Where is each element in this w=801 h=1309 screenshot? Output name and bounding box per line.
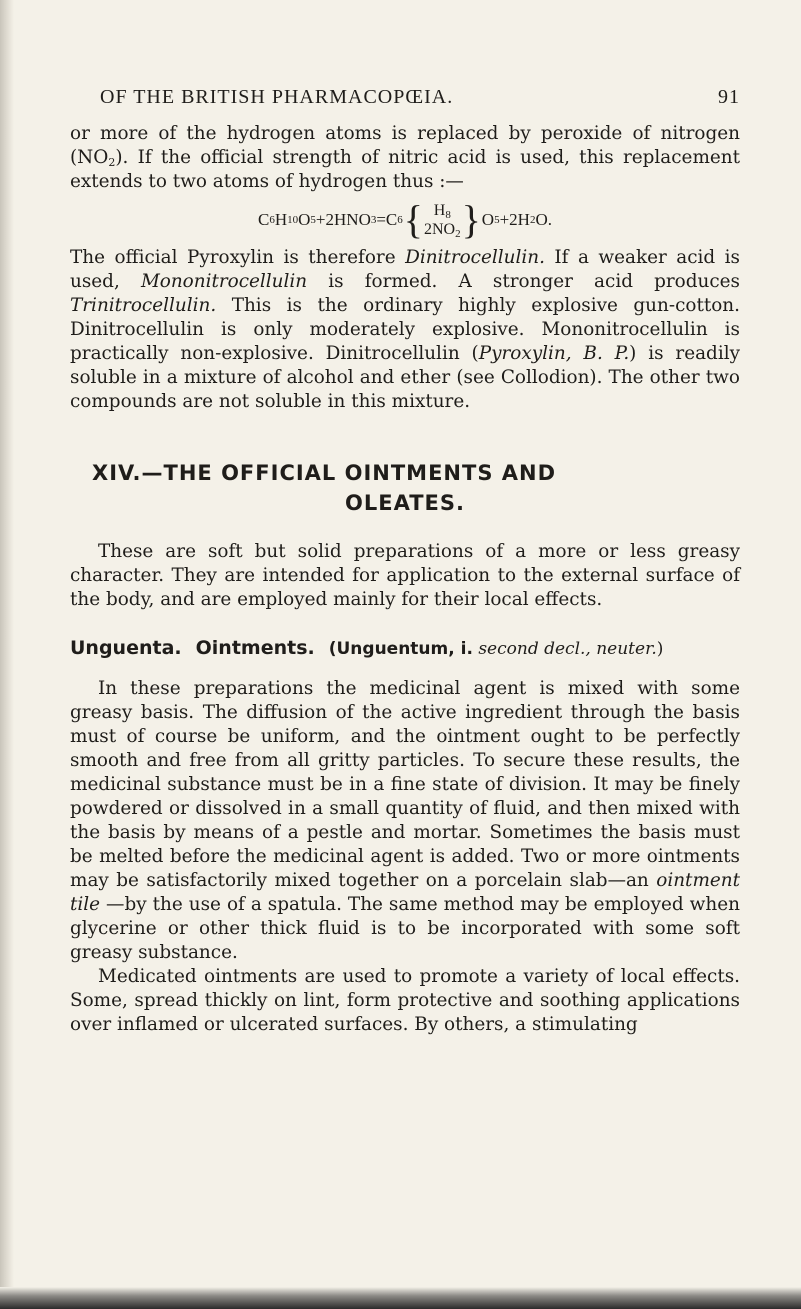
grammar-note: (Unguentum, i. second decl., neuter.)	[328, 639, 664, 659]
latin-name: Unguenta.	[70, 637, 182, 659]
paragraph-preparation: In these preparations the medicinal agent is mixed with some greasy basis. The diffusion of the active ingredient through the basis must of course be uniform, and the ointment ought to be perfectly smooth and free from all gritty particles. To secure these results, the medicinal substance must be in a fine state of division. It may be finely powdered or dissolved in a small quantity of fluid, and then mixed with the basis by means of a pestle and mortar. Sometimes the basis must be melted before the medicinal agent is added. Two or more ointments may be satisfactorily mixed together on a porcelain slab—an ointment tile —by the use of a spatula. The same method may be employed when glycerine or other thick fluid is to be incorporated with some soft greasy substance.	[70, 678, 740, 963]
equation-substituent-stack: $H_8$ $2NO_2$	[423, 202, 461, 240]
paragraph-medicated-ointments: Medicated ointments are used to promote a variety of local effects. Some, spread thickly on lint, form protective and soothing applications over inflamed or ulcerated surfaces. By others, a stimulating	[70, 966, 740, 1035]
english-name: Ointments.	[195, 637, 315, 659]
monograph-heading	[70, 636, 740, 661]
paragraph-pyroxylin: The official Pyroxylin is therefore Dinitrocellulin. If a weaker acid is used, Mononitrocellulin is formed. A stronger acid produces Trinitrocellulin. This is the ordinary highly explosive gun-cotton. Dinitrocellulin is only moderately explosive. Mononitrocellulin is practically non-explosive. Dinitrocellulin (Pyroxylin, B. P.) is readily soluble in a mixture of alcohol and ether (see Collodion). The other two compounds are not soluble in this mixture.	[70, 247, 740, 412]
chemical-equation: C 6 H 10 O 5 +2HNO 3 =C 6 { $H_8$ $2NO_2$ } O 5 +2H 2 O.	[258, 197, 552, 242]
page-gutter-shadow	[0, 0, 14, 1309]
page-number: 91	[718, 86, 740, 108]
page-bottom-edge	[0, 1287, 801, 1309]
paragraph-ointments-intro: These are soft but solid preparations of a more or less greasy character. They are intended for application to the external surface of the body, and are employed mainly for their local effects.	[70, 541, 740, 610]
section-heading: XIV.—THE OFFICIAL OINTMENTS AND OLEATES.	[92, 461, 557, 515]
book-page	[70, 86, 740, 1037]
paragraph-nitrogen: or more of the hydrogen atoms is replaced by peroxide of nitrogen $(NO_2)$. If the official strength of nitric acid is used, this replacement extends to two atoms of hydrogen thus :—	[70, 123, 740, 192]
running-head-title: OF THE BRITISH PHARMACOPŒIA.	[100, 86, 454, 108]
running-head	[70, 86, 740, 116]
